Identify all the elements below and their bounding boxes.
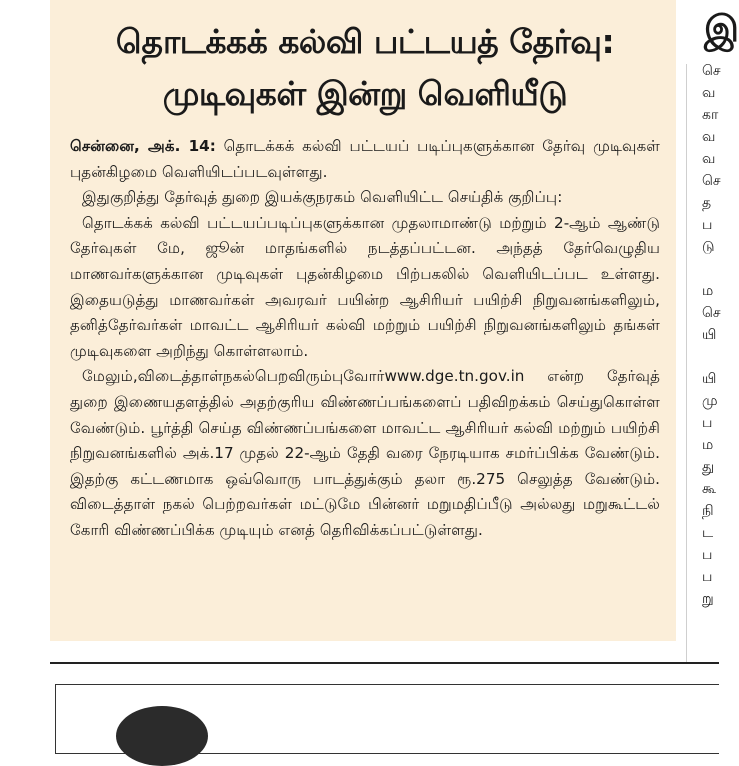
headline-line-2: முடிவுகள் இன்று வெளியீடு <box>162 74 568 113</box>
adjacent-text-line: ப <box>702 415 713 431</box>
adjacent-text-line <box>702 346 719 368</box>
article-body <box>70 134 660 544</box>
adjacent-text-line: கா <box>702 107 719 123</box>
paragraph-2: இதுகுறித்து தேர்வுத் துறை இயக்குநரகம் வெளியிட்ட செய்திக் குறிப்பு: <box>82 188 563 207</box>
next-article-graphic <box>116 706 208 766</box>
adjacent-text-line: நி <box>702 503 714 519</box>
paragraph-1-text: தொடக்கக் கல்வி பட்டயப் படிப்புகளுக்கான தேர்வு முடிவுகள் புதன்கிழமை வெளியிடப்படவுள்ளது. <box>70 137 660 181</box>
paragraph-1 <box>70 134 660 185</box>
adjacent-article-column <box>690 0 739 655</box>
adjacent-text-line: ட <box>702 525 714 541</box>
adjacent-text-line: செ <box>702 173 721 189</box>
adjacent-text-line: யி <box>702 371 717 387</box>
adjacent-text-line: செ <box>702 63 721 79</box>
adjacent-text-line: ம <box>702 437 714 453</box>
adjacent-text-line: வ <box>702 151 716 167</box>
adjacent-text-line: த <box>702 195 712 211</box>
adjacent-text-line: வ <box>702 129 716 145</box>
adjacent-text-line: ப <box>702 547 713 563</box>
adjacent-text-line: கூ <box>702 481 717 497</box>
adjacent-text-line: து <box>702 459 715 475</box>
adjacent-text-line: ம <box>702 283 714 299</box>
headline-line-1: தொடக்கக் கல்வி பட்டயத் தேர்வு: <box>115 22 615 61</box>
article-headline <box>70 16 660 120</box>
adjacent-text-line: று <box>702 591 714 607</box>
adjacent-text-lines <box>690 60 719 610</box>
adjacent-text-line: செ <box>702 305 721 321</box>
adjacent-text-line: வ <box>702 85 716 101</box>
adjacent-text-line: மு <box>702 393 718 409</box>
adjacent-text-line: ப <box>702 217 713 233</box>
adjacent-headline: இ <box>704 9 739 50</box>
adjacent-text-line: ப <box>702 569 713 585</box>
page-divider <box>50 662 719 664</box>
news-article <box>50 0 676 641</box>
adjacent-text-line: யி <box>702 327 717 343</box>
adjacent-text-line: டு <box>702 239 715 255</box>
paragraph-3: தொடக்கக் கல்வி பட்டயப்படிப்புகளுக்கான முதலாமாண்டு மற்றும் 2-ஆம் ஆண்டு தேர்வுகள் மே, ஜூன் மாதங்களில் நடத்தப்பட்டன. அந்தத் தேர்வெழுதிய மாணவர்களுக்கான முடிவுகள் புதன்கிழமை பிற்பகலில் வெளியிடப்பட உள்ளது. இதையடுத்து மாணவர்கள் அவரவர் பயின்ற ஆசிரியர் பயிற்சி நிறுவனங்களிலும், தனித்தேர்வர்கள் மாவட்ட ஆசிரியர் கல்வி மற்றும் பயிற்சி நிறுவனங்களிலும் தங்கள் முடிவுகளை அறிந்து கொள்ளலாம். <box>70 213 660 360</box>
column-rule <box>686 64 687 664</box>
dateline: சென்னை, அக். 14: <box>70 137 216 155</box>
adjacent-text-line <box>702 258 719 280</box>
next-article-box <box>55 684 719 754</box>
paragraph-4: மேலும்,விடைத்தாள்நகல்பெறவிரும்புவோர்www.dge.tn.gov.in என்ற தேர்வுத் துறை இணையதளத்தில் அதற்குரிய விண்ணப்பங்களைப் பதிவிறக்கம் செய்துகொள்ள வேண்டும். பூர்த்தி செய்த விண்ணப்பங்களை மாவட்ட ஆசிரியர் கல்வி மற்றும் பயிற்சி நிறுவனங்களில் அக்.17 முதல் 22-ஆம் தேதி வரை நேரடியாக சமர்ப்பிக்க வேண்டும். இதற்கு கட்டணமாக ஒவ்வொரு பாடத்துக்கும் தலா ரூ.275 செலுத்த வேண்டும். விடைத்தாள் நகல் பெற்றவர்கள் மட்டுமே பின்னர் மறுமதிப்பீடு அல்லது மறுகூட்டல் கோரி விண்ணப்பிக்க முடியும் எனத் தெரிவிக்கப்பட்டுள்ளது. <box>70 367 660 539</box>
